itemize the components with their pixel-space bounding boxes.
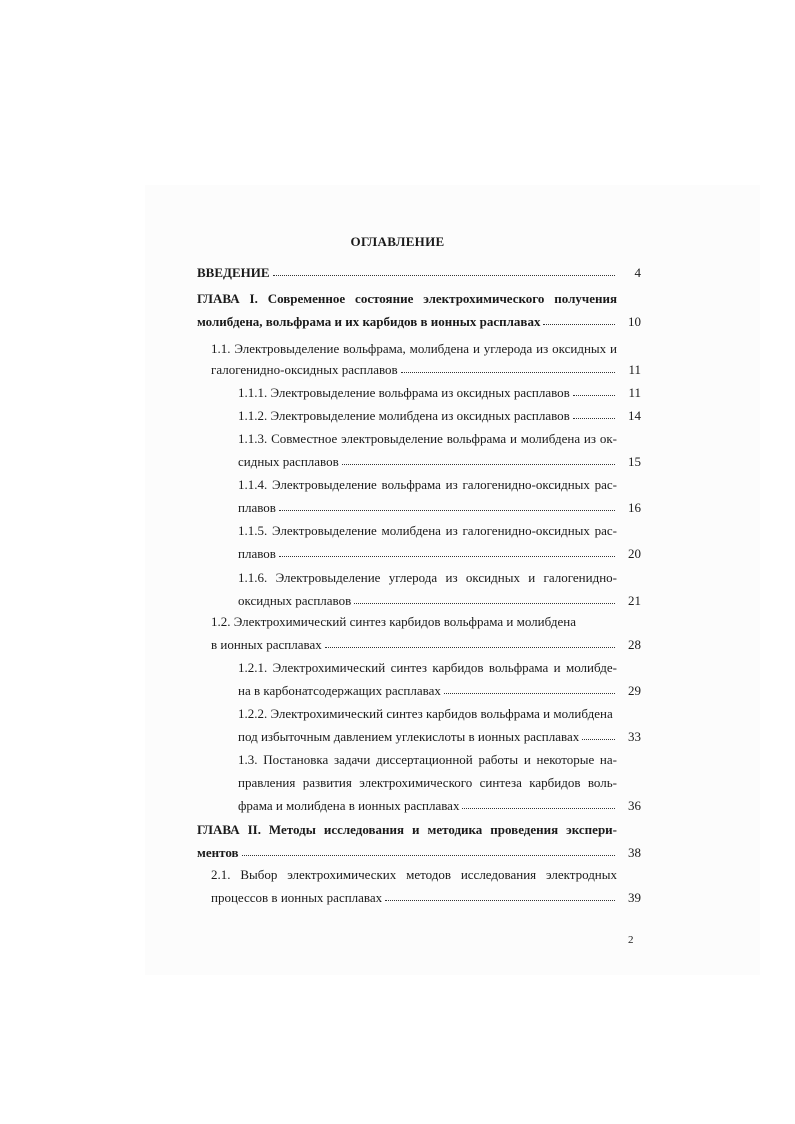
toc-entry-1-2-1-cont[interactable]: на в карбонатсодержащих расплавах xyxy=(238,683,617,699)
toc-page-number: 10 xyxy=(628,314,641,329)
toc-page-number: 33 xyxy=(628,729,641,744)
toc-page-number: 36 xyxy=(628,798,641,813)
toc-entry-1-1-1[interactable]: 1.1.1. Электровыделение вольфрама из оксидных расплавов xyxy=(238,385,617,401)
toc-entry-chapter-2[interactable]: ГЛАВА II. Методы исследования и методика проведения экспери- xyxy=(197,822,617,837)
toc-page-number: 16 xyxy=(628,500,641,515)
toc-entry-chapter-2-cont[interactable]: ментов xyxy=(197,845,617,861)
toc-entry-1-1-2[interactable]: 1.1.2. Электровыделение молибдена из оксидных расплавов xyxy=(238,408,617,424)
leader-dots xyxy=(279,500,615,512)
leader-dots xyxy=(444,683,615,695)
toc-page-number: 11 xyxy=(628,385,641,400)
toc-entry-1-1-5[interactable]: 1.1.5. Электровыделение молибдена из галогенидно-оксидных рас- xyxy=(238,523,617,538)
toc-entry-2-1-cont[interactable]: процессов в ионных расплавах xyxy=(211,890,617,906)
leader-dots xyxy=(273,265,615,277)
toc-entry-1-1-6-cont[interactable]: оксидных расплавов xyxy=(238,593,617,609)
toc-entry-1-1[interactable]: 1.1. Электровыделение вольфрама, молибдена и углерода из оксидных и xyxy=(211,341,617,356)
page-number: 2 xyxy=(628,934,634,946)
toc-page-number: 4 xyxy=(634,265,641,280)
toc-entry-1-3-cont[interactable]: правления развития электрохимического синтеза карбидов воль- xyxy=(238,775,617,790)
toc-page-number: 38 xyxy=(628,845,641,860)
leader-dots xyxy=(401,362,615,374)
toc-page-number: 15 xyxy=(628,454,641,469)
toc-entry-1-1-6[interactable]: 1.1.6. Электровыделение углерода из оксидных и галогенидно- xyxy=(238,570,617,585)
leader-dots xyxy=(242,845,615,857)
leader-dots xyxy=(279,546,615,558)
toc-page-number: 29 xyxy=(628,683,641,698)
toc-page-number: 21 xyxy=(628,593,641,608)
leader-dots xyxy=(354,593,615,605)
toc-entry-1-2-2[interactable]: 1.2.2. Электрохимический синтез карбидов вольфрама и молибдена xyxy=(238,706,613,721)
toc-page-number: 11 xyxy=(628,362,641,377)
toc-entry-1-1-4-cont[interactable]: плавов xyxy=(238,500,617,516)
toc-entry-1-1-4[interactable]: 1.1.4. Электровыделение вольфрама из галогенидно-оксидных рас- xyxy=(238,477,617,492)
toc-entry-1-2[interactable]: 1.2. Электрохимический синтез карбидов вольфрама и молибдена xyxy=(211,614,576,629)
toc-page-number: 39 xyxy=(628,890,641,905)
toc-page-number: 28 xyxy=(628,637,641,652)
toc-entry-chapter-1[interactable]: ГЛАВА I. Современное состояние электрохимического получения xyxy=(197,291,617,306)
toc-title: ОГЛАВЛЕНИЕ xyxy=(350,234,445,249)
leader-dots xyxy=(325,637,615,649)
toc-entry-1-3[interactable]: 1.3. Постановка задачи диссертационной работы и некоторые на- xyxy=(238,752,617,767)
toc-entry-chapter-1-cont[interactable]: молибдена, вольфрама и их карбидов в ионных расплавах xyxy=(197,314,617,330)
toc-page-number: 20 xyxy=(628,546,641,561)
toc-entry-1-3-cont2[interactable]: фрама и молибдена в ионных расплавах xyxy=(238,798,617,814)
leader-dots xyxy=(462,798,615,810)
toc-entry-1-2-1[interactable]: 1.2.1. Электрохимический синтез карбидов вольфрама и молибде- xyxy=(238,660,617,675)
leader-dots xyxy=(385,890,615,902)
toc-entry-1-1-cont[interactable]: галогенидно-оксидных расплавов xyxy=(211,362,617,378)
leader-dots xyxy=(342,454,615,466)
toc-entry-introduction[interactable]: ВВЕДЕНИЕ xyxy=(197,265,617,281)
toc-entry-1-2-cont[interactable]: в ионных расплавах xyxy=(211,637,617,653)
toc-page-number: 14 xyxy=(628,408,641,423)
toc-entry-1-1-5-cont[interactable]: плавов xyxy=(238,546,617,562)
toc-entry-2-1[interactable]: 2.1. Выбор электрохимических методов исследования электродных xyxy=(211,867,617,882)
toc-entry-1-1-3-cont[interactable]: сидных расплавов xyxy=(238,454,617,470)
toc-entry-1-2-2-cont[interactable]: под избыточным давлением углекислоты в ионных расплавах xyxy=(238,729,617,745)
toc-entry-1-1-3[interactable]: 1.1.3. Совместное электровыделение вольфрама и молибдена из ок- xyxy=(238,431,617,446)
